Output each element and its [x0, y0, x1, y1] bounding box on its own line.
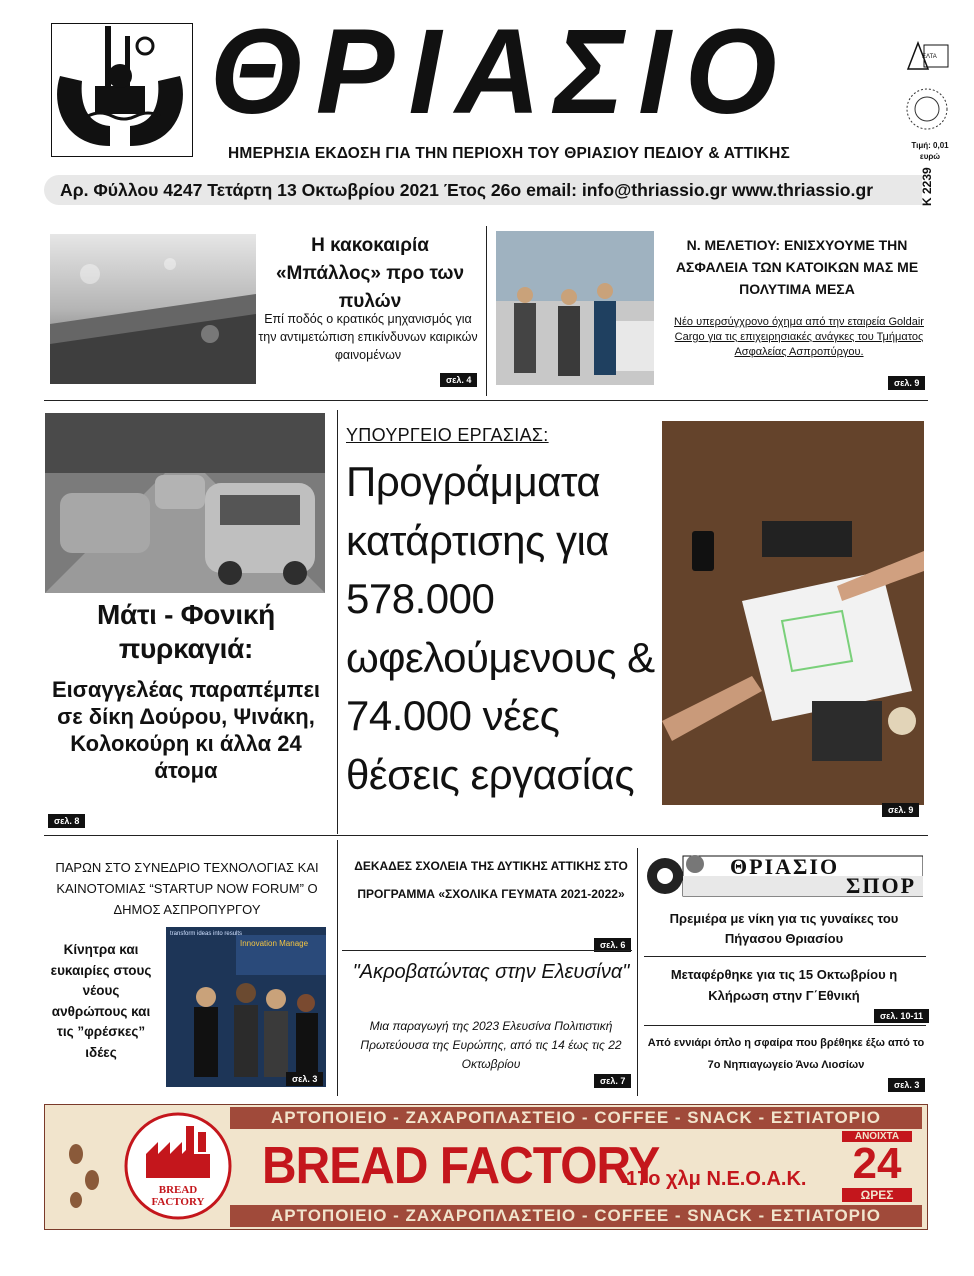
- ad-hours: 24: [852, 1139, 902, 1188]
- sports-rule-2: [644, 1025, 926, 1026]
- ad-bottom-strip: ΑΡΤΟΠΟΙΕΙΟ - ΖΑΧΑΡΟΠΛΑΣΤΕΙΟ - COFFEE - SNACK - ΕΣΤΙΑΤΟΡΙΟ: [230, 1205, 922, 1227]
- meletiou-summary: Νέο υπερσύγχρονο όχημα από την εταιρεία Goldair Cargo για τις επιχειρησιακές ανάγκες του Τμήματος Ασφαλείας Ασπροπύργου.: [674, 316, 924, 358]
- meletiou-page-ref: σελ. 9: [888, 376, 925, 390]
- sports-item-1: Πρεμιέρα με νίκη για τις γυναίκες του Πήγασου Θριασίου: [669, 911, 899, 946]
- sports-item-2-page-ref: σελ. 10-11: [874, 1009, 929, 1023]
- price-label: Τιμή: 0,01: [911, 141, 949, 150]
- labour-headline: Προγράμματα κατάρτισης για 578.000 ωφελούμενους & 74.000 νέες θέσεις εργασίας: [346, 458, 655, 798]
- storm-photo: [50, 234, 256, 384]
- meletiou-headline: Ν. ΜΕΛΕΤΙΟΥ: ΕΝΙΣΧΥΟΥΜΕ ΤΗΝ ΑΣΦΑΛΕΙΑ ΤΩΝ ΚΑΤΟΙΚΩΝ ΜΑΣ ΜΕ ΠΟΛΥΤΙΜΑ ΜΕΣΑ: [675, 237, 919, 297]
- coffee-bean-icon: [64, 1140, 104, 1210]
- row3-divider-left: [337, 840, 338, 1096]
- startup-banner-text2: transform ideas into results: [170, 931, 243, 937]
- mati-summary: Εισαγγελέας παραπέμπει σε δίκη Δούρου, Ψινάκη, Κολοκούρη κι άλλα 24 άτομα: [51, 677, 321, 783]
- storm-page-ref: σελ. 4: [440, 373, 477, 387]
- labour-page-ref: σελ. 9: [882, 803, 919, 817]
- row3-divider-right: [637, 848, 638, 1096]
- masthead-title: ΘΡΙΑΣΙΟ: [210, 4, 791, 140]
- hands-logo-icon: [40, 6, 200, 166]
- sports-item-2: Μεταφέρθηκε για τις 15 Οκτωβρίου η Κλήρωση στην Γ΄Εθνική: [670, 967, 898, 1003]
- elefsina-summary: Μια παραγωγή της 2023 Ελευσίνα Πολιτιστική Πρωτεύουσα της Ευρώπης, από τις 14 έως τις 22 Οκτωβρίου: [360, 1019, 622, 1071]
- mati-page-ref: σελ. 8: [48, 814, 85, 828]
- ad-open-label: ΑΝΟΙΧΤΑ: [842, 1131, 912, 1142]
- mati-photo: [45, 413, 325, 593]
- schools-headline: ΔΕΚΑΔΕΣ ΣΧΟΛΕΙΑ ΤΗΣ ΔΥΤΙΚΗΣ ΑΤΤΙΚΗΣ ΣΤΟ ΠΡΟΓΡΑΜΜΑ «ΣΧΟΛΙΚΑ ΓΕΥΜΑΤΑ 2021-2022»: [354, 859, 628, 901]
- schools-page-ref: σελ. 6: [594, 938, 631, 952]
- ad-brand: BREAD FACTORY: [262, 1137, 660, 1195]
- ad-logo-line1: BREAD: [158, 1184, 198, 1196]
- row1-divider: [486, 226, 487, 396]
- price-unit: ευρώ: [919, 152, 941, 161]
- sports-brand-top: ΘΡΙΑΣΙΟ: [730, 854, 840, 879]
- row2-bottom-rule: [44, 835, 928, 836]
- stamp-label: ΕΛΤΑ: [922, 54, 937, 60]
- issue-line: Αρ. Φύλλου 4247 Τετάρτη 13 Οκτωβρίου 2021 Έτος 26ο email: info@thriassio.gr www.thriassio.gr: [60, 180, 874, 200]
- schools-bottom-rule: [342, 950, 632, 951]
- side-code: Κ 2239: [920, 167, 934, 206]
- sports-rule-1: [644, 956, 926, 957]
- storm-headline: Η κακοκαιρία «Μπάλλος» προ των πυλών: [275, 235, 465, 312]
- elefsina-headline: "Ακροβατώντας στην Ελευσίνα": [352, 961, 630, 983]
- sports-brand-bottom: ΣΠΟΡ: [846, 873, 917, 898]
- startup-page-ref: σελ. 3: [286, 1072, 323, 1086]
- sports-item-3-page-ref: σελ. 3: [888, 1078, 925, 1092]
- row1-bottom-rule: [44, 400, 928, 401]
- mati-headline: Μάτι - Φονική πυρκαγιά:: [97, 599, 275, 664]
- sports-item-3: Από εννιάρι όπλο η σφαίρα που βρέθηκε έξω από το 7ο Νηπιαγωγείο Άνω Λιοσίων: [647, 1037, 925, 1071]
- labour-photo: [662, 421, 924, 805]
- meletiou-photo: [496, 231, 654, 385]
- round-stamp-icon: [904, 86, 950, 132]
- storm-summary: Επί ποδός ο κρατικός μηχανισμός για την αντιμετώπιση επικίνδυνων καιρικών φαινομένων: [258, 312, 478, 362]
- ad-top-strip: ΑΡΤΟΠΟΙΕΙΟ - ΖΑΧΑΡΟΠΛΑΣΤΕΙΟ - COFFEE - SNACK - ΕΣΤΙΑΤΟΡΙΟ: [230, 1107, 922, 1129]
- startup-photo: [166, 927, 326, 1087]
- labour-kicker: ΥΠΟΥΡΓΕΙΟ ΕΡΓΑΣΙΑΣ:: [346, 425, 549, 445]
- startup-headline: ΠΑΡΩΝ ΣΤΟ ΣΥΝΕΔΡΙΟ ΤΕΧΝΟΛΟΓΙΑΣ ΚΑΙ ΚΑΙΝΟΤΟΜΙΑΣ “STARTUP NOW FORUM” Ο ΔΗΜΟΣ ΑΣΠΡΟΠΥΡΓΟΥ: [55, 860, 319, 917]
- ad-address: 17ο χλμ Ν.Ε.Ο.Α.Κ.: [626, 1168, 807, 1190]
- masthead-subtitle: ΗΜΕΡΗΣΙΑ ΕΚΔΟΣΗ ΓΙΑ ΤΗΝ ΠΕΡΙΟΧΗ ΤΟΥ ΘΡΙΑΣΙΟΥ ΠΕΔΙΟΥ & ΑΤΤΙΚΗΣ: [228, 145, 790, 162]
- startup-banner-text: Innovation Manage: [240, 939, 309, 948]
- elefsina-page-ref: σελ. 7: [594, 1074, 631, 1088]
- startup-summary: Κίνητρα και ευκαιρίες στους νέους ανθρώπους και τις ”φρέσκες” ιδέες: [50, 942, 152, 1060]
- row2-divider-left: [337, 410, 338, 834]
- ad-logo-line2: FACTORY: [151, 1196, 205, 1208]
- ad-hours-label: ΩΡΕΣ: [842, 1188, 912, 1202]
